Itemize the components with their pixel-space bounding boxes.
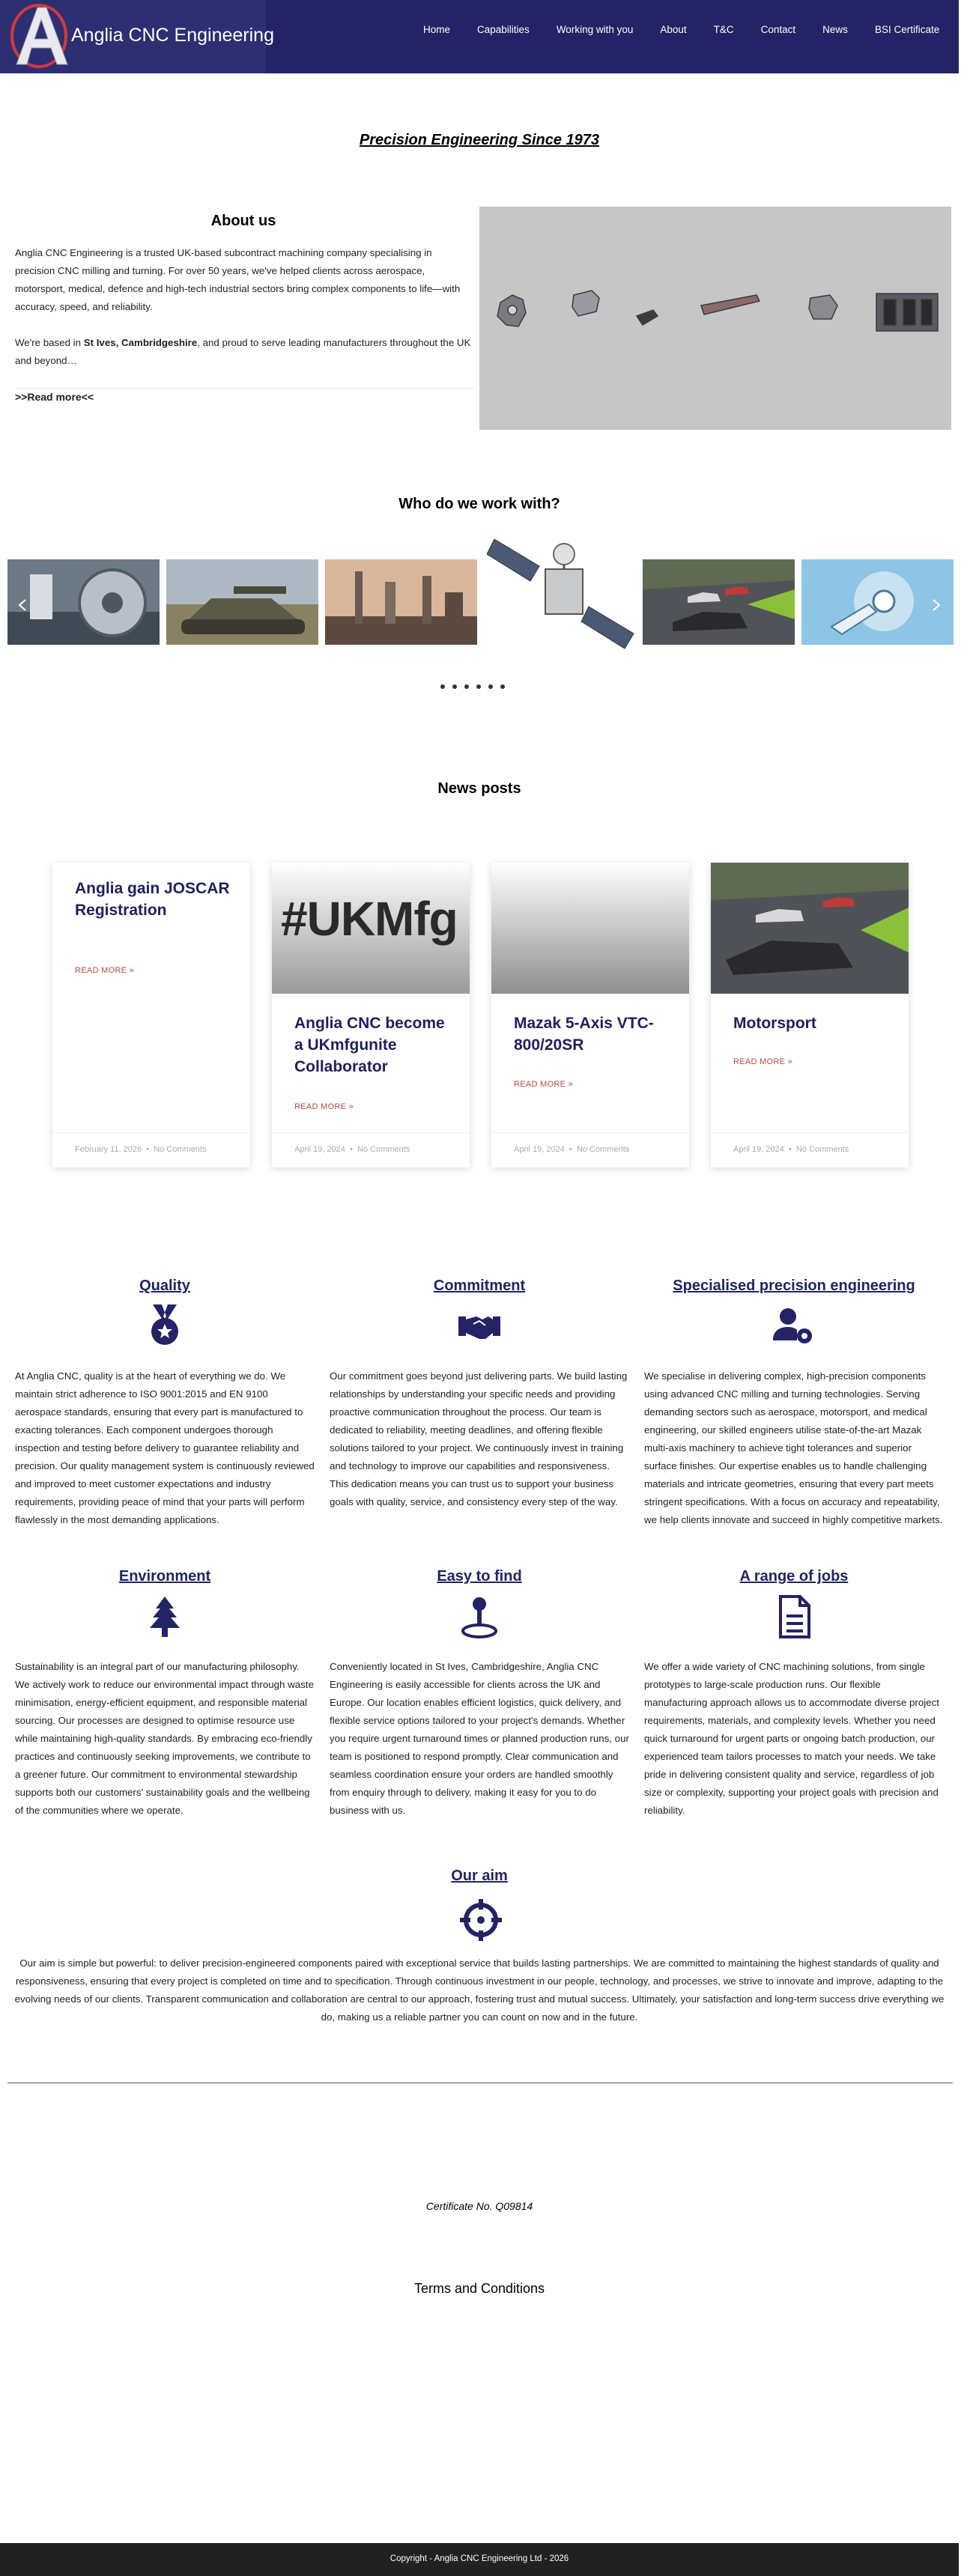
news-card-meta bbox=[52, 1132, 250, 1154]
about-read-more-link[interactable]: >>Read more<< bbox=[15, 391, 94, 403]
tree-icon bbox=[142, 1595, 187, 1640]
user-gear-icon bbox=[772, 1306, 816, 1351]
main-nav bbox=[423, 24, 939, 35]
news-card-date: April 19, 2024 bbox=[514, 1145, 565, 1154]
carousel-next-icon[interactable] bbox=[932, 599, 941, 611]
feature-heading-range-of-jobs[interactable]: A range of jobs bbox=[739, 1568, 849, 1585]
news-card-title[interactable]: Anglia CNC become a UKmfgunite Collaborator bbox=[294, 1015, 445, 1075]
news-card-meta bbox=[491, 1132, 689, 1154]
meta-separator: • bbox=[146, 1145, 150, 1154]
news-card-image[interactable] bbox=[711, 863, 909, 994]
carousel-prev-icon[interactable] bbox=[18, 599, 27, 611]
news-card-read-more[interactable]: READ MORE » bbox=[733, 1057, 793, 1066]
news-card-meta bbox=[711, 1132, 909, 1154]
about-paragraph-1: Anglia CNC Engineering is a trusted UK-based subcontract machining company specialising in precision CNC milling and turning. For over 50 years, we've helped clients across aerospace, motorsport, medical, defence and high-tech industrial sectors bring complex components to life—with accuracy, speed, and reliability. bbox=[15, 247, 461, 312]
jet-engine-image bbox=[7, 559, 160, 645]
about-location: St Ives, Cambridgeshire bbox=[83, 337, 198, 348]
nav-working-with-you[interactable]: Working with you bbox=[556, 24, 634, 35]
news-card-title[interactable]: Anglia gain JOSCAR Registration bbox=[75, 880, 230, 919]
news-card-comments[interactable]: No Comments bbox=[357, 1145, 410, 1154]
crosshair-icon bbox=[458, 1898, 503, 1942]
logo-text: Anglia CNC Engineering bbox=[71, 25, 274, 46]
news-card-meta bbox=[272, 1132, 470, 1154]
feature-text-specialised: We specialise in delivering complex, high-precision components using advanced CNC milling and turning technologies. Serving demanding sectors such as aerospace, motorsport, and medical engineering, our skilled engineers utilise state-of-the-art Mazak multi-axis machinery to achieve tight tolerances and superior surface finishes. Our expertise enables us to handle challenging materials and intricate geometries, ensuring that every part meets stringent specifications. With a focus on accuracy and repeatability, we help clients innovate and succeed in highly competitive markets. bbox=[644, 1370, 943, 1525]
carousel-dot[interactable] bbox=[476, 684, 481, 689]
nav-news[interactable]: News bbox=[822, 24, 848, 35]
carousel-dots bbox=[440, 684, 505, 689]
aim-heading[interactable]: Our aim bbox=[451, 1868, 508, 1884]
meta-separator: • bbox=[569, 1145, 572, 1154]
feature-heading-quality[interactable]: Quality bbox=[139, 1278, 190, 1294]
nav-capabilities[interactable]: Capabilities bbox=[477, 24, 530, 35]
news-card-read-more[interactable]: READ MORE » bbox=[294, 1102, 354, 1111]
site-header bbox=[0, 0, 959, 73]
slide-industrial bbox=[325, 559, 477, 645]
news-card-title[interactable]: Motorsport bbox=[733, 1015, 816, 1032]
terms-link[interactable]: Terms and Conditions bbox=[413, 2281, 545, 2296]
news-card-image[interactable] bbox=[272, 863, 470, 994]
news-card bbox=[52, 863, 250, 1167]
meta-separator: • bbox=[789, 1145, 792, 1154]
news-title: News posts bbox=[437, 780, 521, 797]
feature-text-quality: At Anglia CNC, quality is at the heart of everything we do. We maintain strict adherence to ISO 9001:2015 and EN 9100 aerospace standards, ensuring that every part is manufactured to exacting tolerances. Each component undergoes thorough inspection and testing before delivery to guarantee reliability and precision. Our quality management system is continuously reviewed and improved to meet customer expectations and industry requirements, providing peace of mind that your parts will perform flawlessly in the most demanding applications. bbox=[15, 1370, 315, 1525]
handshake-icon bbox=[457, 1306, 502, 1351]
about-parts-image bbox=[479, 207, 951, 430]
about-p2-text-end: , and proud to serve leading manufacturers throughout the UK and beyond… bbox=[15, 337, 471, 366]
meta-separator: • bbox=[350, 1145, 353, 1154]
carousel-dot[interactable] bbox=[452, 684, 457, 689]
motorsport-image bbox=[711, 863, 909, 994]
tagline: Precision Engineering Since 1973 bbox=[359, 132, 600, 148]
carousel-dot[interactable] bbox=[500, 684, 505, 689]
news-card-comments[interactable]: No Comments bbox=[796, 1145, 849, 1154]
location-pin-icon bbox=[457, 1595, 502, 1640]
nav-about[interactable]: About bbox=[660, 24, 687, 35]
about-title: About us bbox=[210, 213, 276, 229]
news-card bbox=[711, 863, 909, 1167]
feature-text-commitment: Our commitment goes beyond just delivering parts. We build lasting relationships by understanding your specific needs and providing proactive communication throughout the process. Our team is dedicated to reliability, meeting deadlines, and offering flexible solutions tailored to your project. We continuously invest in training and technology to improve our capabilities and responsiveness. This dedication means you can trust us to support your business goals with quality, service, and consistency every step of the way. bbox=[330, 1370, 628, 1507]
feature-heading-specialised[interactable]: Specialised precision engineering bbox=[673, 1278, 915, 1294]
carousel-dot[interactable] bbox=[440, 684, 445, 689]
feature-heading-commitment[interactable]: Commitment bbox=[433, 1278, 526, 1294]
refinery-image bbox=[325, 559, 477, 645]
certificate-number: Certificate No. Q09814 bbox=[425, 2200, 533, 2212]
slide-space bbox=[487, 524, 637, 659]
race-cars-image bbox=[643, 559, 795, 645]
news-card-read-more[interactable]: READ MORE » bbox=[75, 966, 135, 975]
feature-heading-environment[interactable]: Environment bbox=[118, 1568, 211, 1585]
feature-text-environment: Sustainability is an integral part of our manufacturing philosophy. We actively work to reduce our environmental impact through waste minimisation, energy-efficient equipment, and responsible material sourcing. Our processes are designed to optimise resource use while maintaining high-quality standards. By embracing eco-friendly practices and continuously seeking improvements, we contribute to a greener future. Our commitment to environmental stewardship supports both our customers' sustainability goals and the wellbeing of the communities where we operate. bbox=[15, 1661, 314, 1816]
news-card-title[interactable]: Mazak 5-Axis VTC-800/20SR bbox=[514, 1015, 654, 1054]
medal-icon bbox=[142, 1303, 187, 1348]
ukmfg-image-text: #UKMfg bbox=[281, 892, 458, 946]
about-p2-text: We're based in bbox=[15, 337, 84, 348]
carousel-dot[interactable] bbox=[464, 684, 469, 689]
news-card bbox=[272, 863, 470, 1167]
document-icon bbox=[772, 1595, 816, 1640]
news-card-read-more[interactable]: READ MORE » bbox=[514, 1080, 574, 1089]
feature-heading-easy-to-find[interactable]: Easy to find bbox=[437, 1568, 522, 1585]
medical-robot-image bbox=[801, 559, 954, 645]
feature-text-range-of-jobs: We offer a wide variety of CNC machining solutions, from single prototypes to large-scale production runs. Our flexible manufacturing approach allows us to accommodate diverse project requirements, materials, and complexity levels. Whether you need quick turnaround for urgent parts or ongoing batch production, our experienced team tailors processes to match your needs. We take pride in delivering consistent quality and service, regardless of job size or complexity, supporting your project goals with precision and reliability. bbox=[644, 1661, 939, 1816]
who-title: Who do we work with? bbox=[398, 496, 560, 512]
nav-home[interactable]: Home bbox=[423, 24, 451, 35]
news-card-comments[interactable]: No Comments bbox=[577, 1145, 630, 1154]
mazak-machine-image bbox=[491, 863, 689, 994]
news-card bbox=[491, 863, 689, 1167]
slide-medical bbox=[801, 559, 954, 645]
about-paragraph-2 bbox=[15, 334, 473, 370]
nav-contact[interactable]: Contact bbox=[760, 24, 796, 35]
slide-defence bbox=[166, 559, 318, 645]
aim-text: Our aim is simple but powerful: to deliver precision-engineered components paired with exceptional service that builds lasting partnerships. We are committed to maintaining the highest standards of quality and responsiveness, ensuring that every project is completed on time and to specification. Through continuous investment in our people, technology, and processes, we strive to innovate and improve, adapting to the evolving needs of our clients. Transparent communication and collaboration are central to our approach, fostering trust and mutual success. Ultimately, your satisfaction and long-term success drive everything we do, making us a reliable partner you can count on now and in the future. bbox=[14, 1957, 945, 2023]
nav-bsi-certificate[interactable]: BSI Certificate bbox=[874, 24, 940, 35]
logo-a-icon bbox=[7, 3, 75, 69]
news-card-date: April 19, 2024 bbox=[294, 1145, 345, 1154]
carousel-dot[interactable] bbox=[488, 684, 493, 689]
satellite-image bbox=[487, 524, 637, 659]
divider bbox=[15, 388, 473, 389]
industry-carousel[interactable] bbox=[7, 524, 951, 659]
machined-parts-illustration bbox=[479, 207, 951, 430]
news-card-date: February 11, 2026 bbox=[75, 1145, 142, 1154]
news-card-image[interactable] bbox=[491, 863, 689, 994]
slide-aerospace bbox=[7, 559, 160, 645]
tank-image bbox=[166, 559, 318, 645]
news-card-comments[interactable]: No Comments bbox=[154, 1145, 207, 1154]
nav-tc[interactable]: T&C bbox=[713, 24, 734, 35]
site-footer bbox=[0, 2543, 959, 2576]
feature-text-easy-to-find: Conveniently located in St Ives, Cambridgeshire, Anglia CNC Engineering is easily accessible for clients across the UK and Europe. Our location enables efficient logistics, quick delivery, and flexible service options tailored to your project's demands. Whether you require urgent turnaround times or planned production runs, our team is positioned to respond promptly. Clear communication and seamless coordination ensure your orders are handled smoothly from enquiry through to delivery, making it easy for you to do business with us. bbox=[330, 1661, 629, 1816]
site-logo[interactable] bbox=[0, 0, 274, 73]
copyright: Copyright - Anglia CNC Engineering Ltd - 2026 bbox=[389, 2554, 569, 2563]
news-card-date: April 19, 2024 bbox=[733, 1145, 784, 1154]
slide-motorsport bbox=[643, 559, 795, 645]
